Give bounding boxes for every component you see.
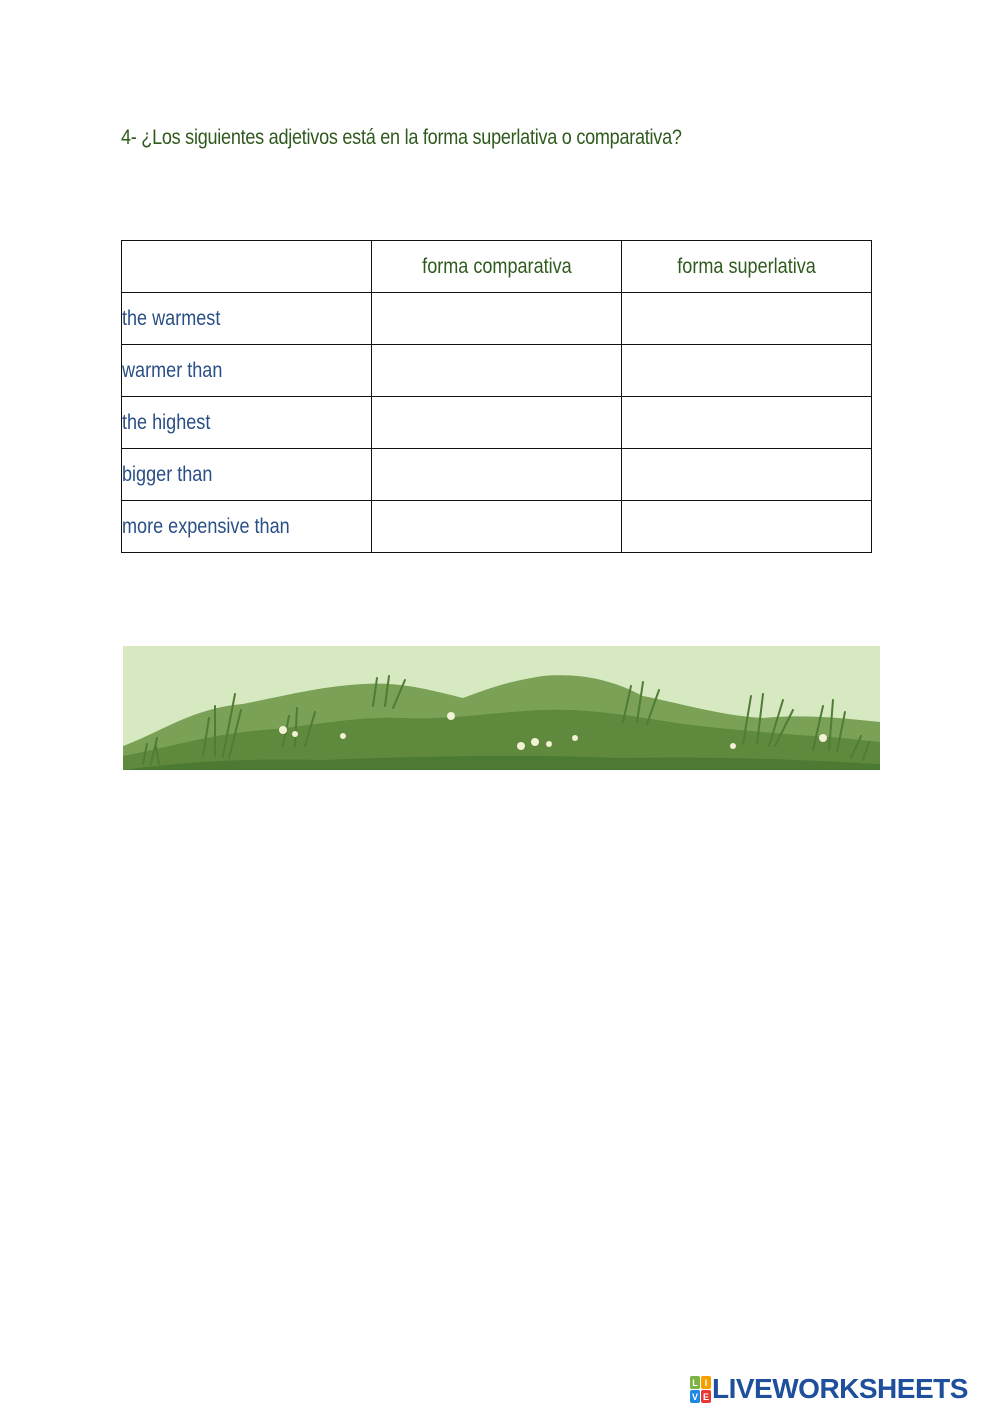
row-label-cell — [122, 449, 372, 501]
liveworksheets-logo-text: LIVEWORKSHEETS — [712, 1373, 968, 1404]
grass-meadow-illustration — [123, 646, 880, 770]
liveworksheets-logo-mark — [690, 1376, 710, 1402]
row-label-cell — [122, 501, 372, 553]
comparativa-answer-box[interactable] — [372, 293, 622, 345]
table-row — [122, 345, 872, 397]
comparativa-answer-box[interactable] — [372, 449, 622, 501]
liveworksheets-logo — [690, 1373, 968, 1405]
logo-letter: E — [702, 1391, 709, 1402]
comparativa-answer-box[interactable] — [372, 345, 622, 397]
row-label-cell — [122, 345, 372, 397]
comparativa-answer-box[interactable] — [372, 501, 622, 553]
row-label-cell — [122, 293, 372, 345]
row-label: the warmest — [122, 306, 221, 330]
header-empty-cell — [122, 241, 372, 293]
header-forma-comparativa: forma comparativa — [372, 241, 622, 293]
superlativa-answer-box[interactable] — [622, 397, 872, 449]
row-label: the highest — [122, 410, 211, 434]
superlativa-answer-box[interactable] — [622, 501, 872, 553]
row-label-cell — [122, 397, 372, 449]
table-row — [122, 293, 872, 345]
comparativa-answer-box[interactable] — [372, 397, 622, 449]
row-label: bigger than — [122, 462, 213, 486]
table-row — [122, 501, 872, 553]
superlativa-answer-box[interactable] — [622, 345, 872, 397]
header-forma-superlativa: forma superlativa — [622, 241, 872, 293]
exercise-table — [121, 240, 872, 553]
table-row — [122, 397, 872, 449]
table-row — [122, 449, 872, 501]
question-title: 4- ¿Los siguientes adjetivos está en la forma superlativa o comparativa? — [121, 126, 682, 149]
logo-letter: I — [701, 1376, 711, 1389]
logo-letter: L — [690, 1376, 700, 1389]
superlativa-answer-box[interactable] — [622, 449, 872, 501]
logo-letter: V — [691, 1391, 698, 1402]
row-label: more expensive than — [122, 514, 290, 538]
superlativa-answer-box[interactable] — [622, 293, 872, 345]
table-header-row — [122, 241, 872, 293]
row-label: warmer than — [122, 358, 223, 382]
